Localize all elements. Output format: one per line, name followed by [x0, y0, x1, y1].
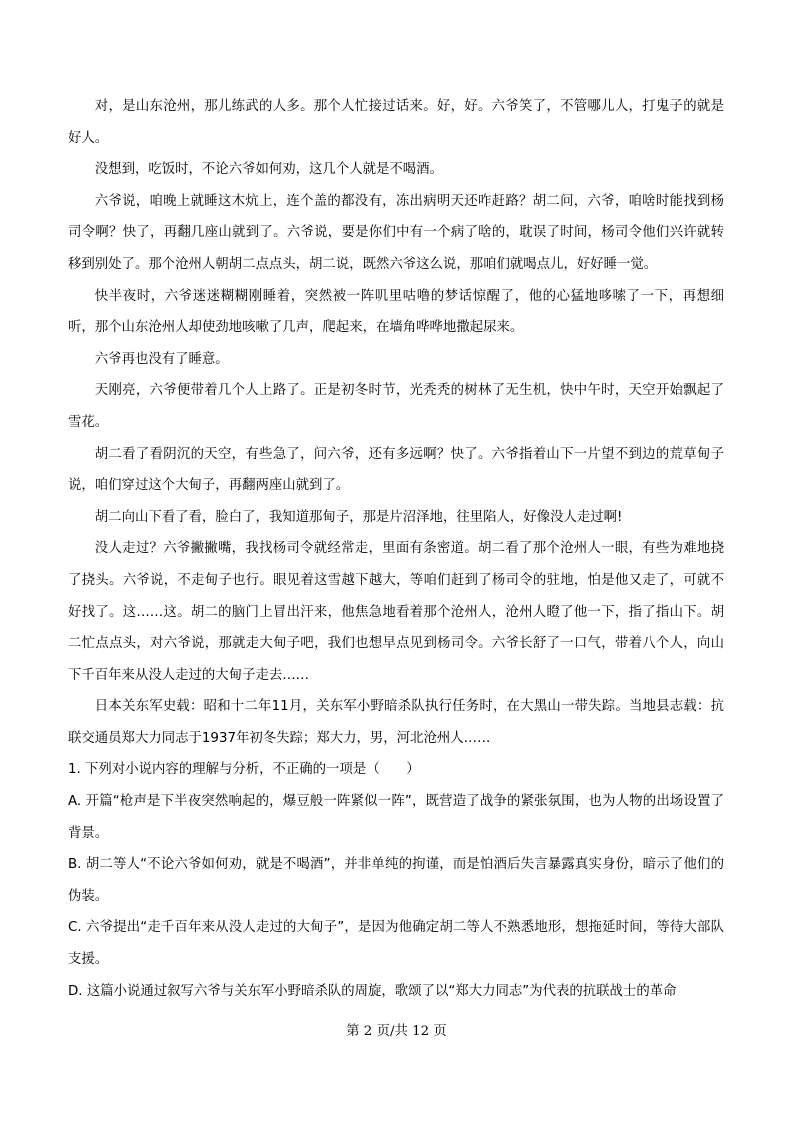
option-a: A. 开篇“枪声是下半夜突然响起的，爆豆般一阵紧似一阵”，既营造了战争的紧张氛围，也为人物的出场设置了背景。 [68, 794, 724, 841]
paragraph-7: 胡二看了看阴沉的天空，有些急了，问六爷，还有多远啊？快了。六爷指着山下一片望不到边的荒草甸子说，咱们穿过这个大甸子，再翻两座山就到了。 [68, 446, 724, 494]
paragraph-10: 日本关东军史载：昭和十二年11月，关东军小野暗杀队执行任务时，在大黑山一带失踪。当地县志载：抗联交通员郑大力同志于1937年初冬失踪；郑大力，男，河北沧州人…… [68, 699, 724, 746]
question-stem: 1. 下列对小说内容的理解与分析，不正确的一项是（ ） [68, 762, 420, 778]
paragraph-1: 对，是山东沧州，那儿练武的人多。那个人忙接过话来。好，好。六爷笑了，不管哪儿人，打鬼子的就是好人。 [68, 99, 724, 146]
paragraph-9: 没人走过？六爷撇撇嘴，我找杨司令就经常走，里面有条密道。胡二看了那个沧州人一眼，有些为难地挠了挠头。六爷说，不走甸子也行。眼见着这雪越下越大，等咱们赶到了杨司令的驻地，怕是他又走了，可就不好找了。这……这。胡二的脑门上冒出汗来，他焦急地看着那个沧州人，沧州人瞪了他一下，指了指山下。胡二忙点点头，对六爷说，那就走大甸子吧，我们也想早点见到杨司令。六爷长舒了一口气，带着八个人，向山下千百年来从没人走过的大甸子走去…… [68, 541, 724, 683]
paragraph-3: 六爷说，咱晚上就睡这木炕上，连个盖的都没有，冻出病明天还咋赶路？胡二问，六爷，咱啥时能找到杨司令啊？快了，再翻几座山就到了。六爷说，要是你们中有一个病了啥的，耽误了时间，杨司令他们兴许就转移到别处了。那个沧州人朝胡二点点头，胡二说，既然六爷这么说，那咱们就喝点儿，好好睡一觉。 [68, 193, 724, 272]
paragraph-8: 胡二向山下看了看，脸白了，我知道那甸子，那是片沼泽地，往里陷人，好像没人走过啊! [94, 509, 623, 525]
option-b: B. 胡二等人“不论六爷如何劝，就是不喝酒”，并非单纯的拘谨，而是怕酒后失言暴露真实身份，暗示了他们的伪装。 [68, 857, 724, 904]
paragraph-5: 六爷再也没有了睡意。 [94, 351, 229, 367]
paragraph-4: 快半夜时，六爷迷迷糊糊刚睡着，突然被一阵叽里咕噜的梦话惊醒了，他的心猛地哆嗦了一下，再想细听，那个山东沧州人却使劲地咳嗽了几声，爬起来，在墙角哗哗地撒起尿来。 [68, 288, 724, 336]
paragraph-2: 没想到，吃饭时，不论六爷如何劝，这几个人就是不喝酒。 [94, 162, 443, 178]
option-d: D. 这篇小说通过叙写六爷与关东军小野暗杀队的周旋，歌颂了以“郑大力同志”为代表的抗联战士的革命 [68, 983, 677, 999]
option-c: C. 六爷提出“走千百年来从没人走过的大甸子”，是因为他确定胡二等人不熟悉地形，想拖延时间，等待大部队支援。 [68, 920, 724, 968]
page-content [68, 91, 724, 1007]
paragraph-6: 天刚亮，六爷便带着几个人上路了。正是初冬时节，光秃秃的树林了无生机，快中午时，天空开始飘起了雪花。 [68, 383, 724, 430]
page-footer: 第 2 页/共 12 页 [346, 1024, 447, 1039]
